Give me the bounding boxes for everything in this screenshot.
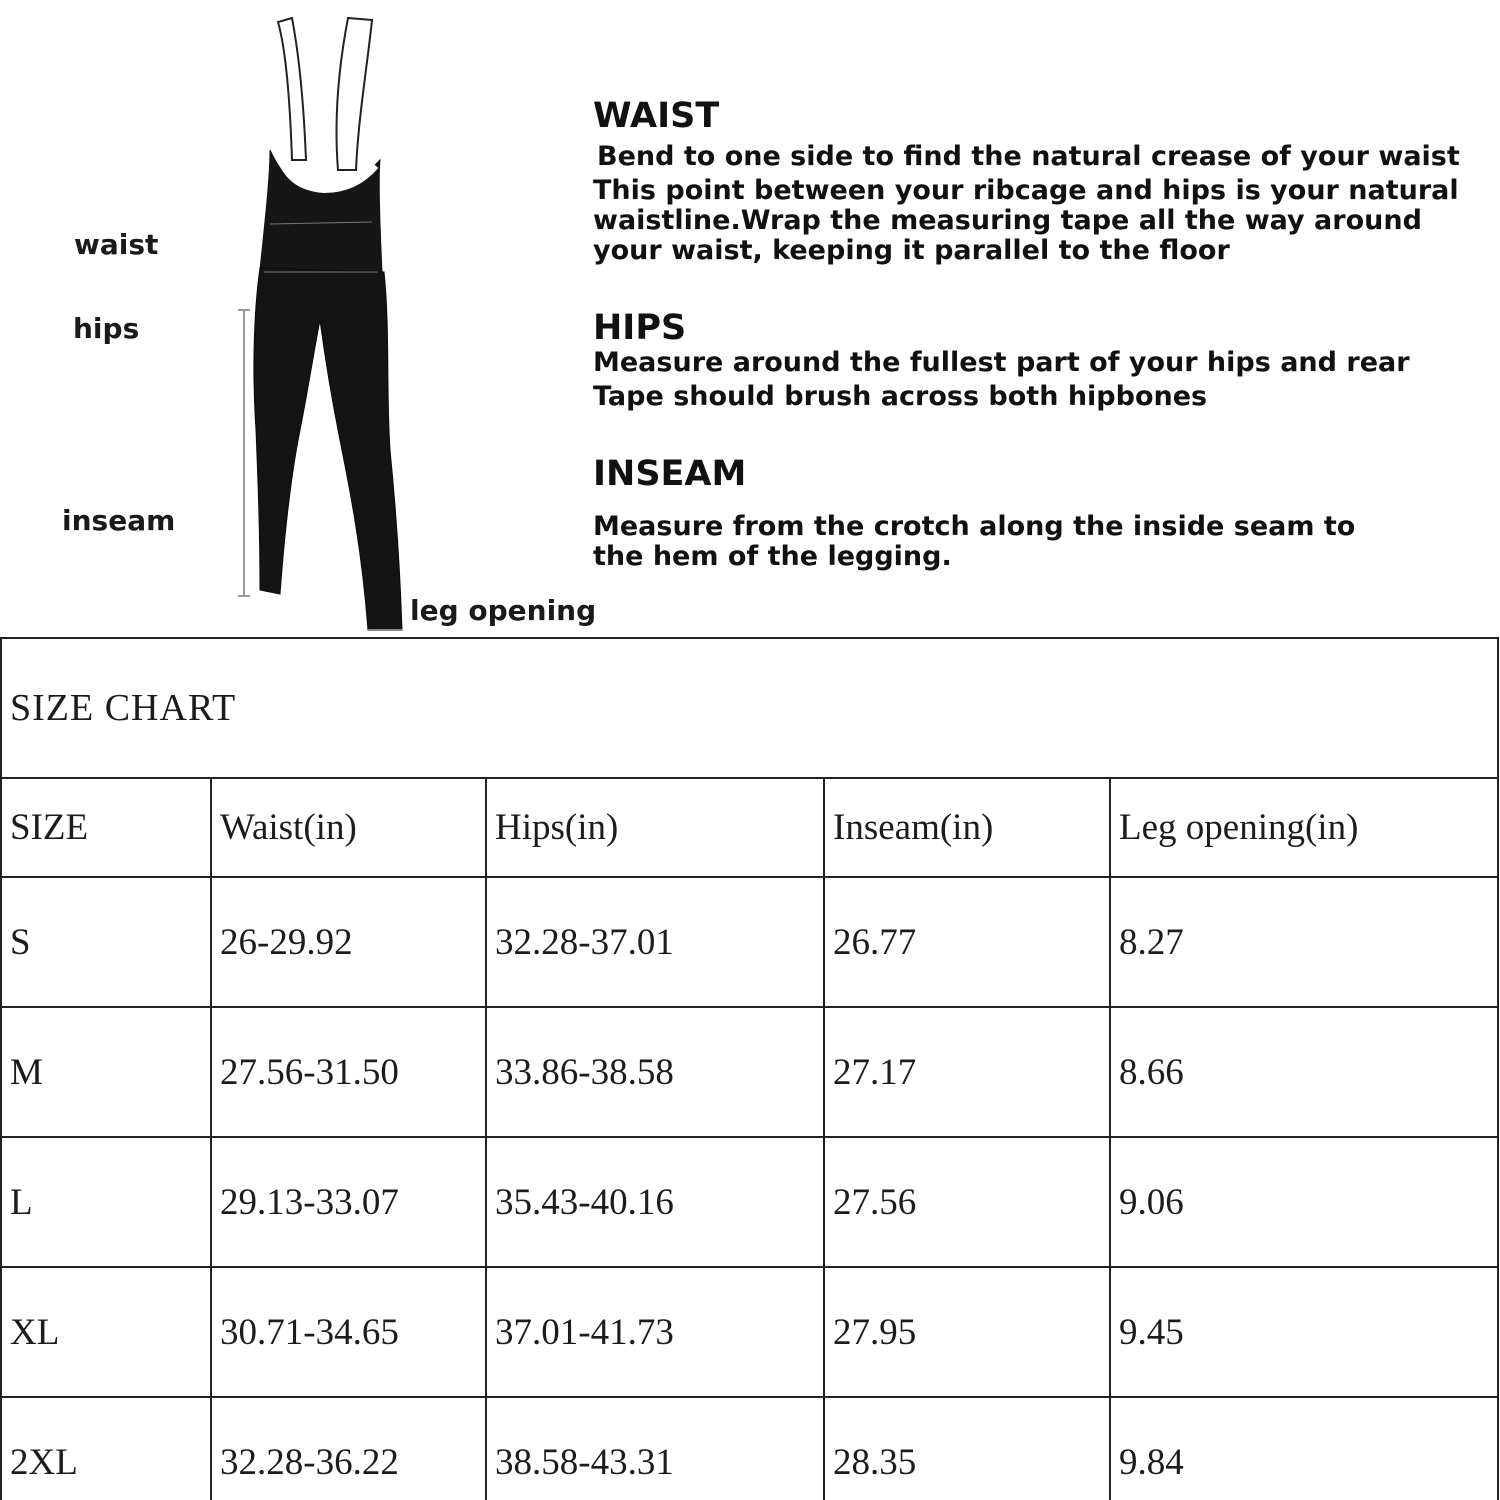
- cell-waist: 27.56-31.50: [211, 1007, 486, 1137]
- cell-inseam: 26.77: [824, 877, 1110, 1007]
- hips-line-1: Measure around the fullest part of your hips and rear: [593, 347, 1410, 378]
- header-waist: Waist(in): [211, 778, 486, 877]
- waist-line-4: your waist, keeping it parallel to the floor: [593, 235, 1230, 266]
- waist-line-1: Bend to one side to find the natural crease of your waist: [597, 141, 1460, 172]
- header-inseam: Inseam(in): [824, 778, 1110, 877]
- hips-line-2: Tape should brush across both hipbones: [593, 381, 1208, 412]
- hips-instructions: [593, 308, 1410, 412]
- cell-leg-opening: 8.27: [1110, 877, 1498, 1007]
- hips-heading: HIPS: [593, 308, 687, 348]
- table-row: [1, 1267, 1498, 1397]
- waist-line-2: This point between your ribcage and hips is your natural: [593, 175, 1459, 206]
- waist-label: waist: [74, 228, 159, 261]
- header-row: [1, 778, 1498, 877]
- cell-hips: 33.86-38.58: [486, 1007, 824, 1137]
- cell-size: L: [1, 1137, 211, 1267]
- cell-hips: 38.58-43.31: [486, 1397, 824, 1500]
- cell-size: 2XL: [1, 1397, 211, 1500]
- cell-inseam: 28.35: [824, 1397, 1110, 1500]
- cell-waist: 26-29.92: [211, 877, 486, 1007]
- table-row: [1, 877, 1498, 1007]
- cell-waist: 29.13-33.07: [211, 1137, 486, 1267]
- table-row: [1, 1397, 1498, 1500]
- cell-leg-opening: 9.06: [1110, 1137, 1498, 1267]
- cell-size: M: [1, 1007, 211, 1137]
- cell-hips: 32.28-37.01: [486, 877, 824, 1007]
- cell-leg-opening: 9.84: [1110, 1397, 1498, 1500]
- bib-tights-illustration: [230, 10, 420, 640]
- cell-inseam: 27.17: [824, 1007, 1110, 1137]
- waist-line-3: waistline.Wrap the measuring tape all the way around: [593, 205, 1422, 236]
- inseam-line-1: Measure from the crotch along the inside seam to: [593, 511, 1356, 542]
- size-chart: [0, 637, 1500, 1500]
- waist-heading: WAIST: [593, 96, 720, 136]
- measurement-guide: [0, 0, 1500, 640]
- inseam-instructions: [593, 454, 1355, 572]
- cell-leg-opening: 8.66: [1110, 1007, 1498, 1137]
- table-row: [1, 1137, 1498, 1267]
- size-chart-title: SIZE CHART: [1, 638, 1498, 778]
- cell-size: S: [1, 877, 211, 1007]
- cell-inseam: 27.56: [824, 1137, 1110, 1267]
- cell-leg-opening: 9.45: [1110, 1267, 1498, 1397]
- cell-waist: 32.28-36.22: [211, 1397, 486, 1500]
- waist-instructions: [593, 96, 1460, 266]
- inseam-label: inseam: [62, 504, 176, 537]
- cell-inseam: 27.95: [824, 1267, 1110, 1397]
- inseam-line-2: the hem of the legging.: [593, 541, 952, 572]
- cell-hips: 35.43-40.16: [486, 1137, 824, 1267]
- size-chart-table: [0, 637, 1499, 1500]
- cell-hips: 37.01-41.73: [486, 1267, 824, 1397]
- header-leg-opening: Leg opening(in): [1110, 778, 1498, 877]
- header-size: SIZE: [1, 778, 211, 877]
- header-hips: Hips(in): [486, 778, 824, 877]
- inseam-heading: INSEAM: [593, 454, 747, 494]
- table-row: [1, 1007, 1498, 1137]
- cell-size: XL: [1, 1267, 211, 1397]
- leg-opening-label: leg opening: [410, 594, 597, 627]
- hips-label: hips: [73, 312, 140, 345]
- cell-waist: 30.71-34.65: [211, 1267, 486, 1397]
